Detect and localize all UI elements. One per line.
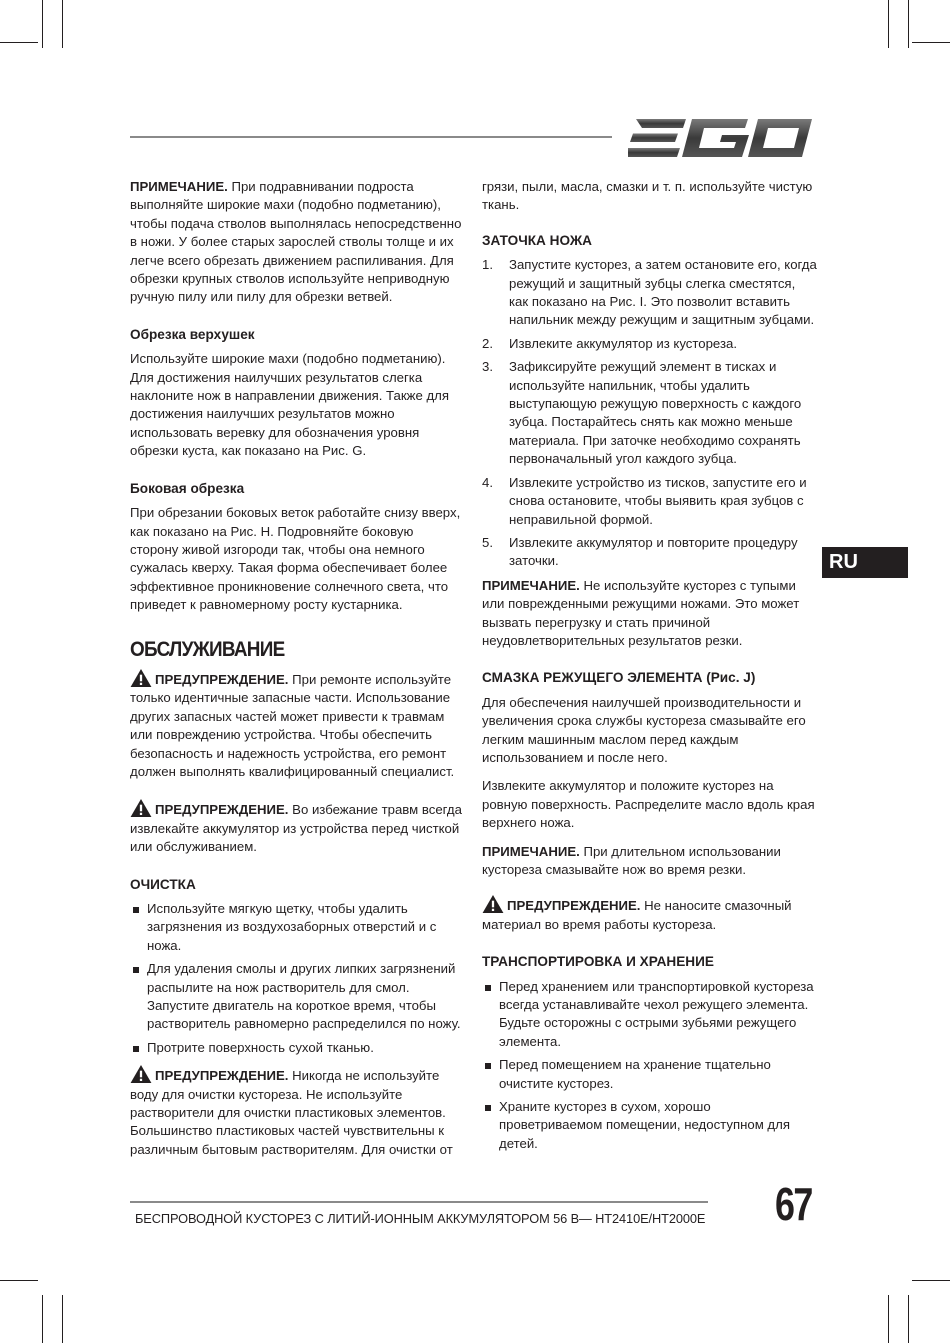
crop-mark xyxy=(908,1295,909,1343)
crop-mark xyxy=(888,0,889,48)
crop-mark xyxy=(62,1295,63,1343)
step-number: 2. xyxy=(482,335,493,351)
step-text: Извлеките аккумулятор из кустореза. xyxy=(509,335,738,351)
warning-repair xyxy=(130,669,465,781)
list-item: Храните кусторез в сухом, хорошо проветриваемом помещении, недоступном для детей. xyxy=(482,1098,817,1153)
step-text: Зафиксируйте режущий элемент в тисках и используйте напильник, чтобы удалить выступающую режущую поверхность с каждого зубца. Постарайтесь снять как можно меньше материала. При заточке необходимо сохранять первоначальный угол каждого зубца. xyxy=(509,359,802,467)
warning-text: Во избежание травм всегда извлекайте аккумулятор из устройства перед чисткой или обслуживанием. xyxy=(130,802,462,855)
header-rule xyxy=(130,136,612,138)
crop-mark xyxy=(62,0,63,48)
note-text: При подравнивании подроста выполняйте широкие махи (подобно подметанию), чтобы подача стволов выполнялась непосредственно в ножи. У более старых зарослей стволы толще и их легче всего обрезать движением распиливания. Для обрезки крупных стволов используйте неприводную ручную пилу или пилу для обрезки ветвей. xyxy=(130,179,462,305)
note-sharpening xyxy=(482,577,817,651)
list-item xyxy=(482,256,817,330)
crop-mark xyxy=(0,42,38,43)
warning-icon xyxy=(130,669,152,687)
warning-label: ПРЕДУПРЕЖДЕНИЕ. xyxy=(507,898,641,914)
step-text: Извлеките устройство из тисков, запустите его и снова остановите, чтобы выявить края зубцов с неправильной формой. xyxy=(509,474,807,527)
sharpening-steps xyxy=(482,256,817,571)
paragraph-top-trimming: Используйте широкие махи (подобно подметанию). Для достижения наилучших результатов слегка наклоните нож в направлении движения. Также для достижения наилучших результатов можно использовать веревку для обозначения уровня обрезки куста, как показано на Рис. G. xyxy=(130,351,449,459)
list-item: Протрите поверхность сухой тканью. xyxy=(130,1039,465,1057)
crop-mark xyxy=(908,0,909,48)
heading-maintenance: ОБСЛУЖИВАНИЕ xyxy=(130,637,285,661)
warning-battery xyxy=(130,799,465,856)
note-lubrication xyxy=(482,843,817,880)
step-text: Извлеките аккумулятор и повторите процедуру заточки. xyxy=(509,534,798,569)
paragraph-lubrication-1: Для обеспечения наилучшей производительности и увеличения срока службы кустореза смазывайте его легким машинным маслом перед каждым использованием и после него. xyxy=(482,694,806,765)
warning-cleaning xyxy=(130,1065,465,1159)
heading-side-trimming: Боковая обрезка xyxy=(130,480,245,496)
crop-mark xyxy=(42,0,43,48)
note-trimming xyxy=(130,178,465,307)
warning-lubrication xyxy=(482,895,817,934)
heading-top-trimming: Обрезка верхушек xyxy=(130,326,255,342)
step-number: 4. xyxy=(482,474,493,490)
transport-list xyxy=(482,978,817,1154)
cleaning-list xyxy=(130,900,465,1057)
warning-label: ПРЕДУПРЕЖДЕНИЕ. xyxy=(155,802,289,818)
crop-mark xyxy=(0,1280,38,1281)
warning-text: При ремонте используйте только идентичные запасные части. Использование других запасных частей может привести к травмам или повреждению устройства. Чтобы обеспечить безопасность и надежность устройства, его ремонт должен выполнять квалифицированный специалист. xyxy=(130,671,455,779)
warning-label: ПРЕДУПРЕЖДЕНИЕ. xyxy=(155,1068,289,1084)
list-item xyxy=(482,474,817,529)
heading-cleaning: ОЧИСТКА xyxy=(130,876,196,892)
crop-mark xyxy=(42,1295,43,1343)
warning-text: Не наносите смазочный материал во время работы кустореза. xyxy=(482,898,792,932)
language-tab: RU xyxy=(822,547,908,578)
crop-mark xyxy=(912,42,950,43)
paragraph-continuation: грязи, пыли, масла, смазки и т. п. используйте чистую ткань. xyxy=(482,179,813,213)
list-item xyxy=(482,534,817,571)
note-text: Не используйте кусторез с тупыми или поврежденными режущими ножами. Это может вызвать перегрузку и стать причиной неудовлетворительных результатов резки. xyxy=(482,577,800,648)
step-number: 1. xyxy=(482,257,493,273)
step-number: 3. xyxy=(482,359,493,375)
warning-icon xyxy=(482,895,504,913)
list-item xyxy=(482,335,817,353)
left-column xyxy=(130,178,465,1159)
crop-mark xyxy=(912,1280,950,1281)
list-item: Перед хранением или транспортировкой кустореза всегда устанавливайте чехол режущего элемента. Будьте осторожны с острыми зубьями режущего элемента. xyxy=(482,978,817,1052)
note-text: При длительном использовании кустореза смазывайте нож во время резки. xyxy=(482,843,781,877)
ego-logo xyxy=(628,118,812,158)
heading-lubrication: СМАЗКА РЕЖУЩЕГО ЭЛЕМЕНТА (Рис. J) xyxy=(482,670,756,686)
heading-sharpening: ЗАТОЧКА НОЖА xyxy=(482,232,592,248)
list-item: Для удаления смолы и других липких загрязнений распылите на нож растворитель для смол. Запустите двигатель на короткое время, чтобы растворитель равномерно распределился по ножу. xyxy=(130,960,465,1034)
heading-transport: ТРАНСПОРТИРОВКА И ХРАНЕНИЕ xyxy=(482,954,714,970)
warning-icon xyxy=(130,1065,152,1083)
crop-mark xyxy=(888,1295,889,1343)
note-label: ПРИМЕЧАНИЕ. xyxy=(130,179,228,194)
paragraph-side-trimming: При обрезании боковых веток работайте снизу вверх, как показано на Рис. H. Подровняйте боковую сторону живой изгороди так, чтобы она немного сужалась кверху. Такая форма обеспечивает более эффективное проникновение солнечного света, что приведет к равномерному росту кустарника. xyxy=(130,505,461,613)
list-item: Используйте мягкую щетку, чтобы удалить загрязнения из воздухозаборных отверстий и с ножа. xyxy=(130,900,465,955)
right-column xyxy=(482,178,817,1158)
footer-rule xyxy=(130,1201,708,1203)
list-item xyxy=(482,358,817,468)
page-number: 67 xyxy=(775,1178,812,1230)
step-text: Запустите кусторез, а затем остановите его, когда режущий и защитный зубцы слегка сместятся, как показано на Рис. I. Это позволит вставить напильник между режущим и защитным зубцами. xyxy=(509,257,817,328)
warning-label: ПРЕДУПРЕЖДЕНИЕ. xyxy=(155,671,289,687)
step-number: 5. xyxy=(482,534,493,550)
note-label: ПРИМЕЧАНИЕ. xyxy=(482,577,580,593)
list-item: Перед помещением на хранение тщательно очистите кусторез. xyxy=(482,1056,817,1093)
paragraph-lubrication-2: Извлеките аккумулятор и положите кусторез на ровную поверхность. Распределите масло вдоль края верхнего ножа. xyxy=(482,778,815,831)
footer-title: БЕСПРОВОДНОЙ КУСТОРЕЗ С ЛИТИЙ-ИОННЫМ АККУМУЛЯТОРОМ 56 В— HT2410E/HT2000E xyxy=(135,1211,706,1226)
note-label: ПРИМЕЧАНИЕ. xyxy=(482,843,580,859)
warning-text: Никогда не используйте воду для очистки кустореза. Не используйте растворители для очистки пластиковых элементов. Большинство пластиковых частей чувствительны к различным бытовым растворителям. Для очистки от xyxy=(130,1068,453,1157)
warning-icon xyxy=(130,799,152,817)
